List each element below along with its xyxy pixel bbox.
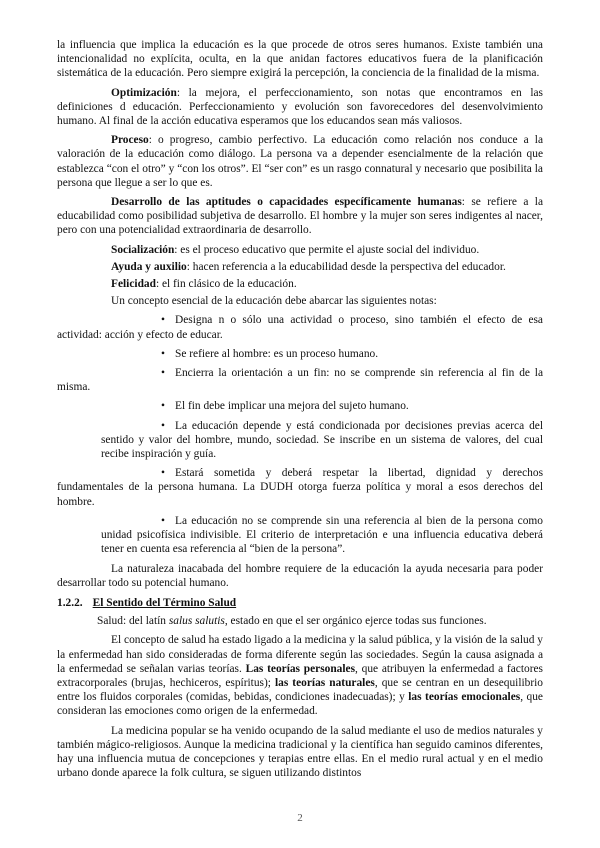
section-number: 1.2.2. [57,596,83,609]
bullet-item: • Se refiere al hombre: es un proceso humano. [161,347,379,360]
note-ayuda: Ayuda y auxilio: hacen referencia a la educabilidad desde la perspectiva del educador. [111,260,506,273]
bullet-item: • El fin debe implicar una mejora del sujeto humano. [161,400,409,413]
term-optimizacion: Optimización [111,86,177,99]
note-felicidad: Felicidad: el fin clásico de la educación. [111,278,297,291]
note-optimizacion: Optimización: la mejora, el perfeccionamiento, son notas que encontramos en las definiciones d educación. Perfeccionamiento y evolución son favorecedores del desenvolvimiento humano. Al final de la acción educativa esperamos que los educandos sean más valiosos. [57,86,543,128]
term-socializacion: Socialización [111,243,175,256]
bullet-item: • Encierra la orientación a un fin: no se comprende sin referencia al fin de la misma. [57,367,543,394]
bullet-item: • Estará sometida y deberá respetar la libertad, dignidad y derechos fundamentales de la persona humana. La DUDH otorga fuerza política y moral a esos derechos del hombre. [57,467,543,508]
bullet-item: • Designa n o sólo una actividad o proceso, sino también el efecto de esa actividad: acción y efecto de educar. [57,314,543,341]
section-heading [57,596,543,610]
note-socializacion: Socialización: es el proceso educativo que permite el ajuste social del individuo. [111,243,480,256]
salud-paragraph-2: La medicina popular se ha venido ocupando de la salud mediante el uso de medios naturales y también mágico-religiosos. Aunque la medicina tradicional y la científica han seguido caminos diferentes, hay una influencia mutua de concepciones y terapias entre ellas. En el medio rural actual y en el medio urbano donde aparece la folk cultura, se siguen utilizando distintos [57,724,543,780]
section-title: El Sentido del Término Salud [92,596,237,609]
bullet-dot-icon: • [161,314,165,327]
term-desarrollo: Desarrollo de las aptitudes o capacidades específicamente humanas [111,196,462,209]
term-felicidad: Felicidad [111,278,156,291]
note-desarrollo: Desarrollo de las aptitudes o capacidades específicamente humanas: se refiere a la educabilidad como posibilidad subjetiva de desarrollo. El hombre y la mujer son seres indigentes al nacer, pero con una potencialidad extraordinaria de desarrollo. [57,196,543,237]
document-body [57,38,543,785]
bullet-dot-icon: • [161,514,165,527]
bullet-dot-icon: • [161,400,165,413]
term-proceso: Proceso [111,134,149,147]
term-ayuda: Ayuda y auxilio [111,260,187,273]
bullet-item: • La educación no se comprende sin una referencia al bien de la persona como unidad psicofísica indivisible. El criterio de interpretación e una influencia educativa deberá tener en cuenta esa referencia al “bien de la persona”. [101,514,543,556]
note-proceso: Proceso: o progreso, cambio perfectivo. La educación como relación nos conduce a la valoración de la educación como diálogo. La persona va a depender esencialmente de la relación que establezca “con el otro” y “con los otros”. El “ser con” es un rasgo connatural y necesario que posibilita la persona que llegue a ser lo que es. [57,134,543,189]
bullet-dot-icon: • [161,419,165,432]
note-concepto: Un concepto esencial de la educación debe abarcar las siguientes notas: [111,295,437,308]
salud-definition: Salud: del latín salus salutis, estado en que el ser orgánico ejerce todas sus funciones. [97,615,487,628]
salud-paragraph-1: El concepto de salud ha estado ligado a la medicina y la salud pública, y la visión de la salud y la enfermedad han sido consideradas de forma diferente según las sociedades. Según la causa asignada a la enfermedad se señalan varias teorías. Las teorías personales, que atribuyen la enfermedad a factores extracorporales (brujas, hechiceros, espíritus); las teorías naturales, que se centran en un desequilibrio entre los fluidos corporales (comidas, bebidas, condiciones inadecuadas); y las teorías emocionales, que consideran las emociones como origen de la enfermedad. [57,634,543,718]
closing-paragraph: La naturaleza inacabada del hombre requiere de la educación la ayuda necesaria para poder desarrollar todo su potencial humano. [57,562,543,589]
bullet-dot-icon: • [161,467,165,480]
bullet-dot-icon: • [161,367,165,380]
bullet-item: • La educación depende y está condicionada por decisiones previas acerca del sentido y valor del hombre, mundo, sociedad. Se inscribe en un sistema de valores, del cual recibe inspiración y guía. [101,419,543,461]
page-number: 2 [297,812,303,824]
bullet-dot-icon: • [161,347,165,360]
intro-paragraph: la influencia que implica la educación es la que procede de otros seres humanos. Existe también una intencionalidad no explícita, oculta, en la que anidan factores educativos fuera de la planificación sistemática de la educación. Pero siempre exigirá la percepción, la conciencia de la finalidad de la misma. [57,39,543,80]
